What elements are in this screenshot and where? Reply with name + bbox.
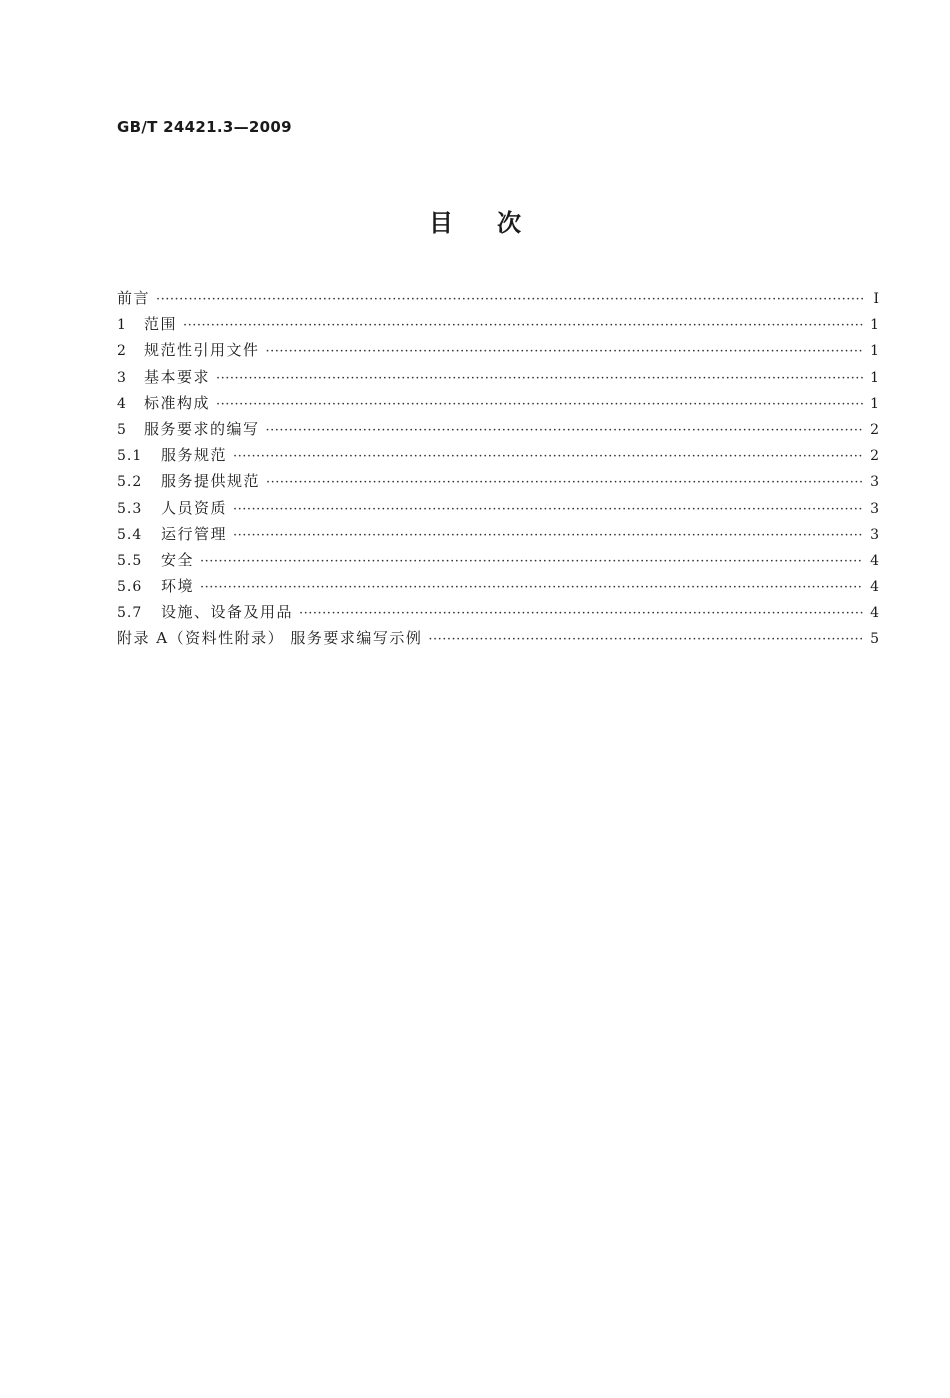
- toc-page-number: 4: [870, 579, 879, 596]
- toc-dot-leader: [428, 627, 863, 653]
- toc-entry-number: 5: [117, 421, 127, 438]
- toc-dot-leader: [266, 470, 863, 496]
- toc-dot-leader: [233, 497, 863, 523]
- toc-entry-facilities[interactable]: [117, 599, 879, 625]
- toc-page-number: 2: [870, 448, 879, 465]
- toc-entry-label: 安全: [161, 550, 195, 569]
- toc-entry-safety[interactable]: [117, 547, 879, 573]
- toc-page-number: 1: [870, 369, 879, 386]
- toc-entry-service-provision[interactable]: [117, 468, 879, 494]
- toc-entry-number: 5.7: [117, 605, 143, 622]
- toc-entry-service-specification[interactable]: [117, 442, 879, 468]
- toc-entry-number: 5.1: [117, 448, 143, 465]
- toc-entry-label: 人员资质: [161, 498, 228, 517]
- toc-entry-basic-requirements[interactable]: [117, 364, 879, 390]
- toc-entry-label: 规范性引用文件: [144, 341, 260, 360]
- toc-page-number: 4: [870, 552, 879, 569]
- toc-page-number: 1: [870, 395, 879, 412]
- toc-entry-label: 服务规范: [161, 446, 228, 465]
- toc-dot-leader: [183, 313, 863, 339]
- toc-entry-foreword[interactable]: [117, 285, 879, 311]
- toc-dot-leader: [156, 287, 863, 313]
- toc-entry-number: 1: [117, 317, 127, 334]
- table-of-contents: [117, 285, 879, 652]
- toc-entry-label: 运行管理: [161, 524, 228, 543]
- toc-dot-leader: [299, 601, 863, 627]
- toc-entry-number: 5.2: [117, 474, 143, 491]
- toc-dot-leader: [200, 549, 863, 575]
- toc-entry-number: 2: [117, 343, 127, 360]
- toc-entry-label: 服务提供规范: [161, 472, 261, 491]
- toc-page-number: 4: [870, 605, 879, 622]
- toc-page-number: 3: [870, 474, 879, 491]
- toc-page-number: 3: [870, 500, 879, 517]
- toc-entry-label: 前言: [117, 289, 151, 307]
- toc-dot-leader: [216, 392, 863, 418]
- toc-entry-personnel-qualification[interactable]: [117, 495, 879, 521]
- toc-page-number: Ⅰ: [873, 291, 879, 307]
- toc-dot-leader: [266, 339, 863, 365]
- page-title: 目次: [429, 209, 565, 237]
- toc-entry-label: 范围: [144, 315, 178, 334]
- toc-entry-normative-references[interactable]: [117, 337, 879, 363]
- toc-entry-label: 附录 A（资料性附录） 服务要求编写示例: [117, 629, 423, 648]
- toc-entry-label: 标准构成: [144, 393, 211, 412]
- toc-page-number: 3: [870, 526, 879, 543]
- toc-dot-leader: [233, 444, 863, 470]
- toc-entry-number: 5.3: [117, 500, 143, 517]
- toc-page-number: 1: [870, 343, 879, 360]
- toc-dot-leader: [266, 418, 863, 444]
- toc-entry-label: 设施、设备及用品: [161, 603, 294, 622]
- toc-entry-number: 4: [117, 395, 127, 412]
- toc-dot-leader: [200, 575, 863, 601]
- toc-entry-label: 基本要求: [144, 367, 211, 386]
- toc-entry-annex-a[interactable]: [117, 625, 879, 651]
- toc-entry-number: 3: [117, 369, 127, 386]
- toc-entry-number: 5.4: [117, 526, 143, 543]
- toc-entry-number: 5.5: [117, 552, 143, 569]
- toc-dot-leader: [233, 523, 863, 549]
- toc-entry-environment[interactable]: [117, 573, 879, 599]
- toc-entry-scope[interactable]: [117, 311, 879, 337]
- toc-page-number: 1: [870, 317, 879, 334]
- toc-entry-label: 服务要求的编写: [144, 419, 260, 438]
- standard-code: GB/T 24421.3—2009: [117, 118, 292, 136]
- toc-page-number: 5: [870, 631, 879, 648]
- toc-entry-operation-management[interactable]: [117, 521, 879, 547]
- toc-entry-number: 5.6: [117, 579, 143, 596]
- toc-entry-standard-structure[interactable]: [117, 390, 879, 416]
- toc-dot-leader: [216, 366, 863, 392]
- toc-entry-label: 环境: [161, 577, 195, 596]
- toc-page-number: 2: [870, 421, 879, 438]
- toc-entry-service-requirements[interactable]: [117, 416, 879, 442]
